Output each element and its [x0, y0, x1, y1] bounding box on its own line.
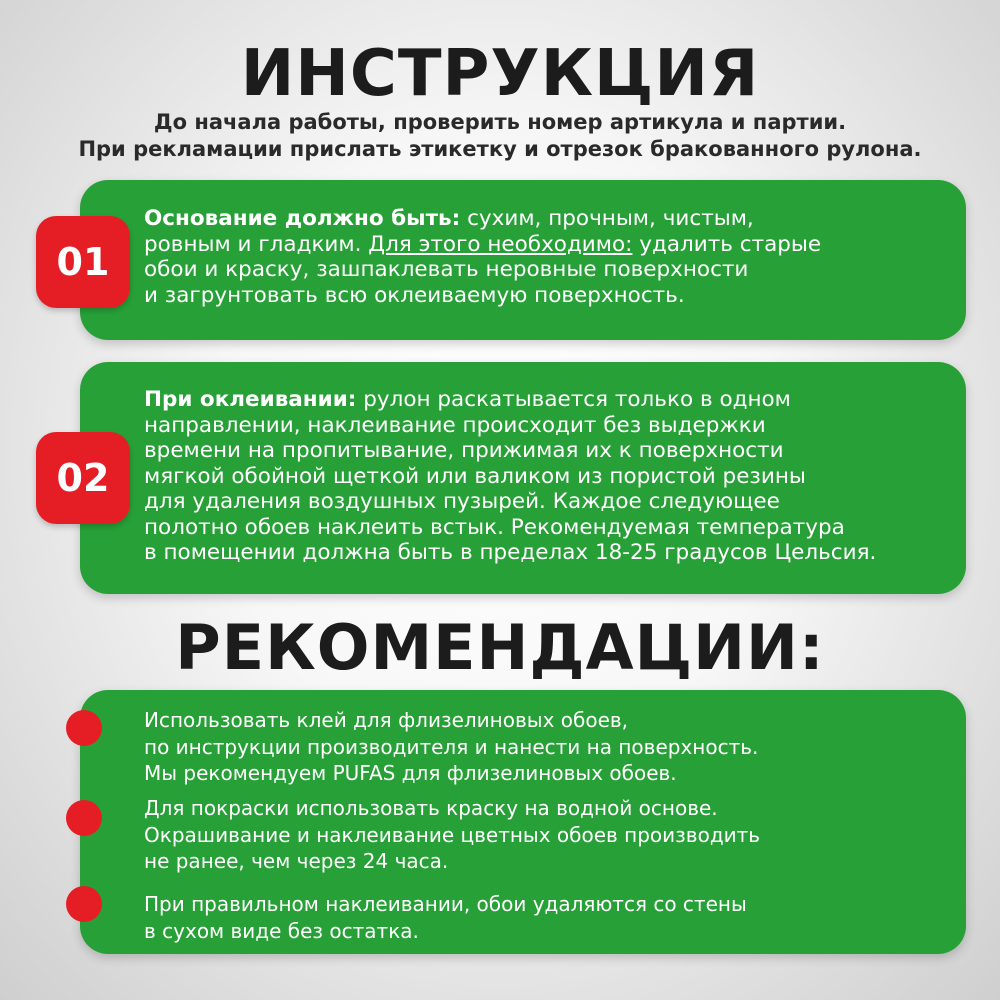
step-1-line-2-post: удалить старые: [632, 231, 822, 257]
step-2-line-1: [144, 387, 876, 413]
recommendation-1: [144, 707, 758, 787]
recommendation-3-line-2: в сухом виде без остатка.: [144, 918, 419, 943]
recommendation-2-line-3: не ранее, чем через 24 часа.: [144, 849, 449, 873]
recommendation-1-line-1: Использовать клей для флизелиновых обоев,: [144, 708, 629, 732]
step-2-number-badge: 02: [36, 432, 130, 524]
page-title: ИНСТРУКЦИЯ: [240, 37, 760, 111]
step-1-line-2: [144, 232, 821, 258]
step-2-line-6: полотно обоев наклеить встык. Рекомендуемая температура: [144, 514, 845, 540]
step-2-line-4: мягкой обойной щеткой или валиком из пористой резины: [144, 463, 806, 489]
step-1-line-1-rest: сухим, прочным, чистым,: [460, 206, 754, 231]
step-1-text: [144, 206, 821, 308]
recommendation-2-bullet: [66, 800, 102, 836]
step-1-line-1: [144, 206, 821, 232]
recommendations-title: РЕКОМЕНДАЦИИ:: [175, 611, 825, 684]
step-2-line-2: направлении, наклеивание происходит без выдержки: [144, 412, 766, 438]
subtitle-line-2: При рекламации прислать этикетку и отрезок бракованного рулона.: [78, 137, 922, 161]
recommendation-1-line-3: Мы рекомендуем PUFAS для флизелиновых обоев.: [144, 761, 677, 785]
recommendation-3-bullet: [66, 886, 102, 922]
step-2-line-1-rest: рулон раскатывается только в одном: [356, 387, 791, 412]
recommendation-2-line-2: Окрашивание и наклеивание цветных обоев производить: [144, 822, 761, 847]
step-2-text: [144, 387, 876, 566]
recommendation-2-line-1: Для покраски использовать краску на водной основе.: [144, 796, 718, 820]
step-2-line-5: для удаления воздушных пузырей. Каждое следующее: [144, 489, 780, 514]
step-1-line-3: обои и краску, зашпаклевать неровные поверхности: [144, 257, 749, 282]
step-1-heading: Основание должно быть:: [144, 206, 461, 231]
step-1-line-4: и загрунтовать всю оклеиваемую поверхность.: [144, 282, 685, 308]
step-2-line-7: в помещении должна быть в пределах 18-25 градусов Цельсия.: [144, 540, 877, 565]
recommendation-1-bullet: [66, 710, 102, 746]
subtitle-line-1: До начала работы, проверить номер артикула и партии.: [153, 110, 847, 134]
recommendation-3: [144, 891, 747, 944]
recommendation-3-line-1: При правильном наклеивании, обои удаляются со стены: [144, 892, 747, 916]
step-2-heading: При оклеивании:: [144, 387, 357, 412]
step-1-number-badge: 01: [36, 216, 130, 308]
step-1-underlined-note: Для этого необходимо:: [368, 231, 633, 257]
recommendation-2: [144, 795, 760, 875]
step-1-line-2-pre: ровным и гладким.: [144, 231, 369, 257]
recommendation-1-line-2: по инструкции производителя и нанести на поверхность.: [144, 734, 759, 759]
step-2-line-3: времени на пропитывание, прижимая их к поверхности: [144, 438, 784, 463]
